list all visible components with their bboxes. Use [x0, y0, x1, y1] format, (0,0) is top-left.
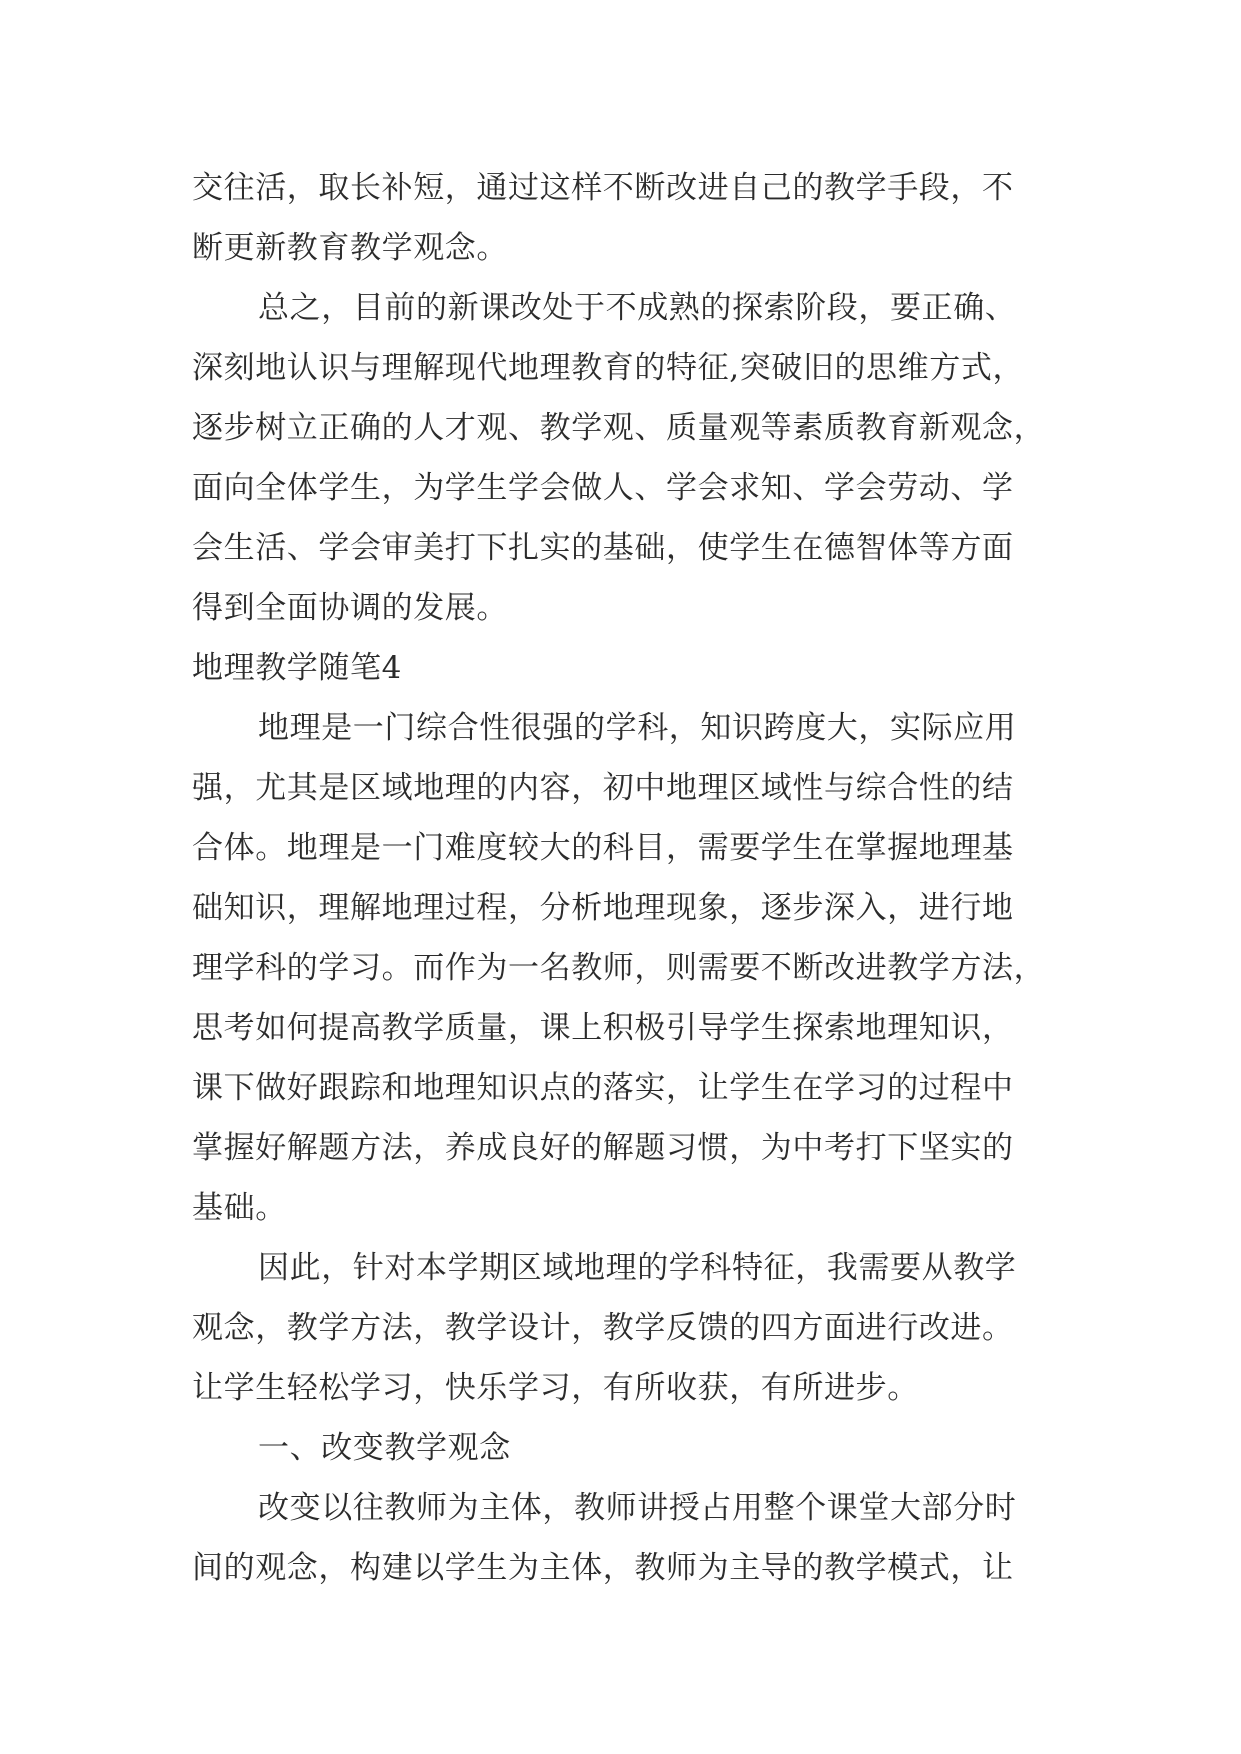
document-body — [192, 158, 1072, 1598]
text-line: 理学科的学习。而作为一名教师，则需要不断改进教学方法， — [192, 950, 1046, 986]
text-line: 会生活、学会审美打下扎实的基础，使学生在德智体等方面 — [192, 530, 1014, 566]
text-line: 观念，教学方法，教学设计，教学反馈的四方面进行改进。 — [192, 1310, 1014, 1346]
text-line: 交往活，取长补短，通过这样不断改进自己的教学手段，不 — [192, 170, 1014, 206]
text-line: 思考如何提高教学质量，课上积极引导学生探索地理知识， — [192, 1010, 1014, 1046]
text-line: 逐步树立正确的人才观、教学观、质量观等素质教育新观念， — [192, 410, 1046, 446]
text-line: 面向全体学生，为学生学会做人、学会求知、学会劳动、学 — [192, 470, 1014, 506]
paragraph-conclusion — [192, 278, 1072, 638]
text-line: 课下做好跟踪和地理知识点的落实，让学生在学习的过程中 — [192, 1070, 1014, 1106]
subsection-title: 一、改变教学观念 — [258, 1430, 511, 1466]
paragraph-plan — [192, 1238, 1072, 1418]
paragraph-intro — [192, 698, 1072, 1238]
section-heading: 地理教学随笔4 — [192, 650, 402, 686]
text-line: 深刻地认识与理解现代地理教育的特征,突破旧的思维方式， — [192, 350, 1025, 386]
text-line: 改变以往教师为主体，教师讲授占用整个课堂大部分时 — [258, 1490, 1017, 1526]
text-line: 断更新教育教学观念。 — [192, 230, 508, 266]
text-line: 强，尤其是区域地理的内容，初中地理区域性与综合性的结 — [192, 770, 1014, 806]
text-line: 间的观念，构建以学生为主体，教师为主导的教学模式，让 — [192, 1550, 1014, 1586]
paragraph-continuation — [192, 158, 1072, 278]
text-line: 地理是一门综合性很强的学科，知识跨度大，实际应用 — [258, 710, 1017, 746]
text-line: 合体。地理是一门难度较大的科目，需要学生在掌握地理基 — [192, 830, 1014, 866]
text-line: 基础。 — [192, 1190, 287, 1226]
text-line: 础知识，理解地理过程，分析地理现象，逐步深入，进行地 — [192, 890, 1014, 926]
paragraph-section1 — [192, 1478, 1072, 1598]
text-line: 掌握好解题方法，养成良好的解题习惯，为中考打下坚实的 — [192, 1130, 1014, 1166]
text-line: 让学生轻松学习，快乐学习，有所收获，有所进步。 — [192, 1370, 919, 1406]
text-line: 得到全面协调的发展。 — [192, 590, 508, 626]
text-line: 因此，针对本学期区域地理的学科特征，我需要从教学 — [258, 1250, 1017, 1286]
text-line: 总之，目前的新课改处于不成熟的探索阶段，要正确、 — [258, 290, 1017, 326]
